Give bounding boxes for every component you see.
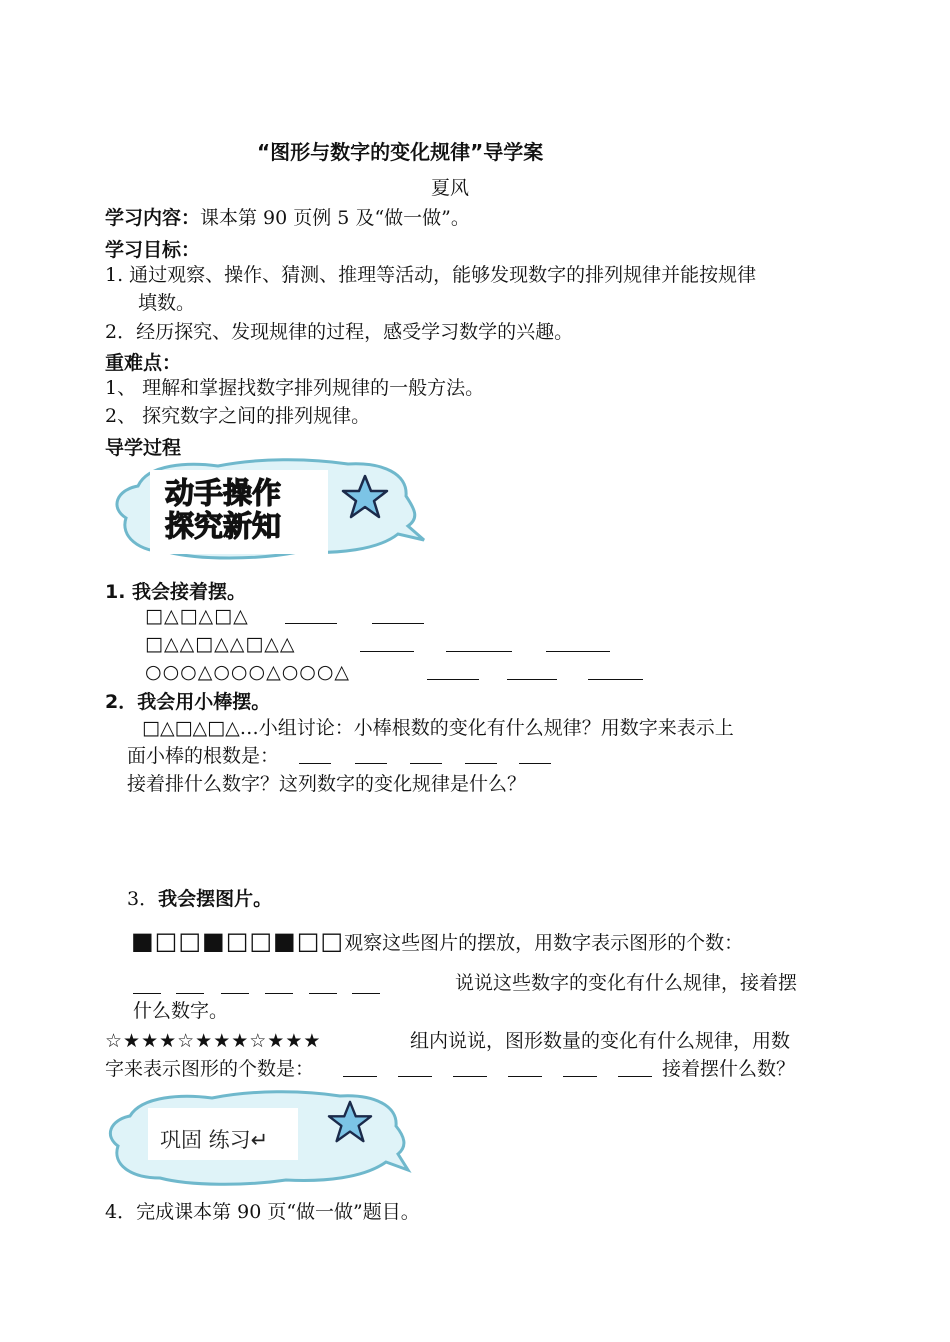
q3-squares-line (131, 929, 743, 955)
q2-blank-2[interactable] (355, 743, 387, 764)
q3-stars-blank-1[interactable] (343, 1056, 377, 1077)
q3-label: 我会摆图片。 (158, 888, 273, 910)
q1-row3-blank-1[interactable] (427, 659, 479, 680)
banner-2-text: 巩固 练习↵ (160, 1128, 269, 1152)
q1-row2-blank-3[interactable] (546, 631, 610, 652)
q2-line3: 接着排什么数字？这列数字的变化规律是什么？ (127, 773, 527, 795)
q3-stars-blank-3[interactable] (453, 1056, 487, 1077)
goal-1-line2: 填数。 (138, 292, 196, 314)
keypoint-2: 2、 探究数字之间的排列规律。 (105, 405, 371, 427)
q3-squares-text: 观察这些图片的摆放，用数字表示图形的个数： (344, 932, 744, 954)
q3-blank-5[interactable] (309, 973, 337, 994)
q3-stars-end: 接着摆什么数？ (662, 1058, 796, 1080)
study-content (105, 206, 470, 230)
keypoints-label: 重难点： (105, 352, 182, 374)
q3-stars-blank-4[interactable] (508, 1056, 542, 1077)
q3-stars-blank-6[interactable] (618, 1056, 652, 1077)
banner-1-text (165, 477, 281, 543)
q3-squares: ■□□■□□■□□ (131, 927, 345, 955)
study-content-text: 课本第 90 页例 5 及“做一做”。 (200, 207, 470, 229)
star-icon-2 (327, 1100, 373, 1144)
study-content-label: 学习内容： (105, 207, 201, 229)
q3-number: 3． (127, 888, 159, 910)
q3-line3: 什么数字。 (133, 1000, 229, 1022)
q2-blank-4[interactable] (465, 743, 497, 764)
q3-stars-blank-5[interactable] (563, 1056, 597, 1077)
q1-row3-shapes: ○○○△○○○△○○○△ (145, 661, 351, 683)
q4-text: 4．完成课本第 90 页“做一做”题目。 (105, 1201, 420, 1223)
author: 夏风 (431, 177, 470, 199)
q1-row1-shapes: □△□△□△ (145, 605, 249, 627)
q1-row2-blank-1[interactable] (360, 631, 414, 652)
q3-blank-1[interactable] (133, 973, 161, 994)
q3-blank-3[interactable] (221, 973, 249, 994)
goals-label: 学习目标： (105, 239, 201, 261)
q1-row1-blank-1[interactable] (285, 603, 337, 624)
q3-stars-blank-2[interactable] (398, 1056, 432, 1077)
q1-row3-blank-2[interactable] (507, 659, 557, 680)
q2-line2: 面小棒的根数是： (127, 745, 280, 767)
star-icon (341, 474, 389, 520)
q2-blank-3[interactable] (410, 743, 442, 764)
banner-1-line1: 动手操作 (165, 476, 282, 510)
q2-label: 2．我会用小棒摆。 (105, 691, 271, 713)
q1-row2-shapes: □△△□△△□△△ (145, 633, 296, 655)
q1-label: 1. 我会接着摆。 (105, 581, 247, 603)
q3-stars-text: 组内说说，图形数量的变化有什么规律，用数 (410, 1030, 791, 1052)
keypoint-1: 1、 理解和掌握找数字排列规律的一般方法。 (105, 377, 485, 399)
q2-blank-1[interactable] (299, 743, 331, 764)
q3-blank-2[interactable] (176, 973, 204, 994)
q3-blank-4[interactable] (265, 973, 293, 994)
q3-stars-line2: 字来表示图形的个数是： (105, 1058, 315, 1080)
q3-blank-6[interactable] (352, 973, 380, 994)
goal-2: 2．经历探究、发现规律的过程，感受学习数学的兴趣。 (105, 321, 574, 343)
q1-row3-blank-3[interactable] (588, 659, 643, 680)
q1-row1-blank-2[interactable] (372, 603, 424, 624)
q3-line2: 说说这些数字的变化有什么规律，接着摆 (455, 972, 798, 994)
goal-1-line1: 1. 通过观察、操作、猜测、推理等活动，能够发现数字的排列规律并能按规律 (105, 264, 757, 286)
q3-stars: ☆★★★☆★★★☆★★★ (105, 1030, 322, 1052)
banner-1-line2: 探究新知 (165, 509, 282, 543)
q2-line1: □△□△□△…小组讨论：小棒根数的变化有什么规律？用数字来表示上 (142, 717, 734, 739)
q2-blank-5[interactable] (519, 743, 551, 764)
q3-heading (127, 887, 272, 911)
q1-row2-blank-2[interactable] (446, 631, 512, 652)
page-title: “图形与数字的变化规律”导学案 (257, 140, 544, 164)
process-label: 导学过程 (105, 437, 182, 459)
